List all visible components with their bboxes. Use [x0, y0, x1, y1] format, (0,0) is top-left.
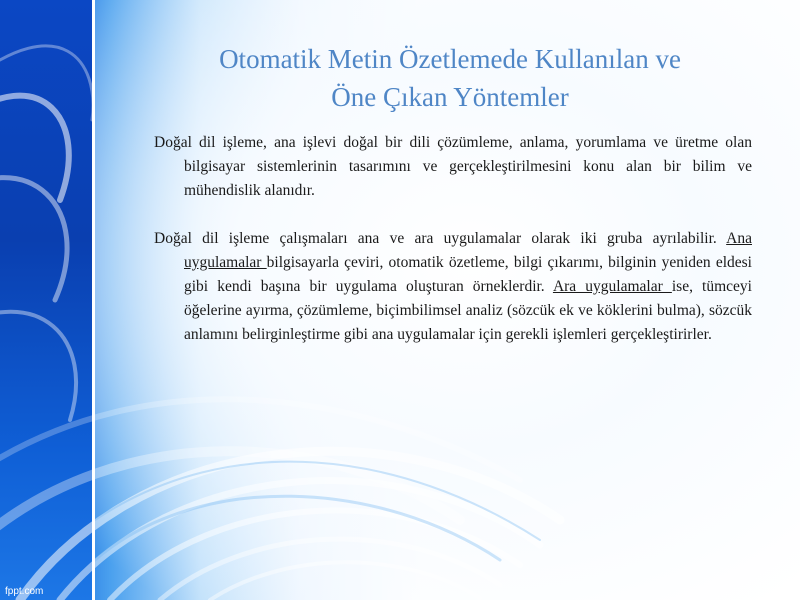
- vertical-divider-line: [92, 0, 95, 600]
- slide-title-line-2: Öne Çıkan Yöntemler: [331, 82, 569, 112]
- underlined-term-ara-uygulamalar: Ara uygulamalar: [552, 278, 672, 295]
- paragraph-2-text-b: bilgisayarla çeviri, otomatik özetleme, bilgi çıkarımı, bilginin yeniden eldesi gibi kendi başına bir uygulama oluşturan örneklerdir.: [184, 254, 752, 295]
- paragraph-2-text-a: Doğal dil işleme çalışmaları ana ve ara uygulamalar olarak iki gruba ayrılabilir.: [154, 230, 727, 247]
- slide-title: [150, 40, 750, 116]
- underlined-term-ana-uygulamalar: Ana uygulamalar: [184, 230, 752, 271]
- paragraph-2: [154, 227, 752, 347]
- slide-title-line-1: Otomatik Metin Özetlemede Kullanılan ve: [219, 44, 681, 74]
- footer-watermark: fppt.com: [5, 586, 44, 597]
- paragraph-2-text-c: ise, tümceyi öğelerine ayırma, çözümleme, biçimbilimsel analiz (sözcük ek ve köklerini bulma), sözcük anlamını belirginleştirme gibi ana uygulamalar için gerekli işlemleri gerçekleştirirler.: [184, 278, 752, 343]
- slide-body: [154, 131, 752, 371]
- paragraph-1: Doğal dil işleme, ana işlevi doğal bir dili çözümleme, anlama, yorumlama ve üretme olan bilgisayar sistemlerinin tasarımını ve gerçekleştirilmesini konu alan bir bilim ve mühendislik alanıdır.: [154, 134, 752, 199]
